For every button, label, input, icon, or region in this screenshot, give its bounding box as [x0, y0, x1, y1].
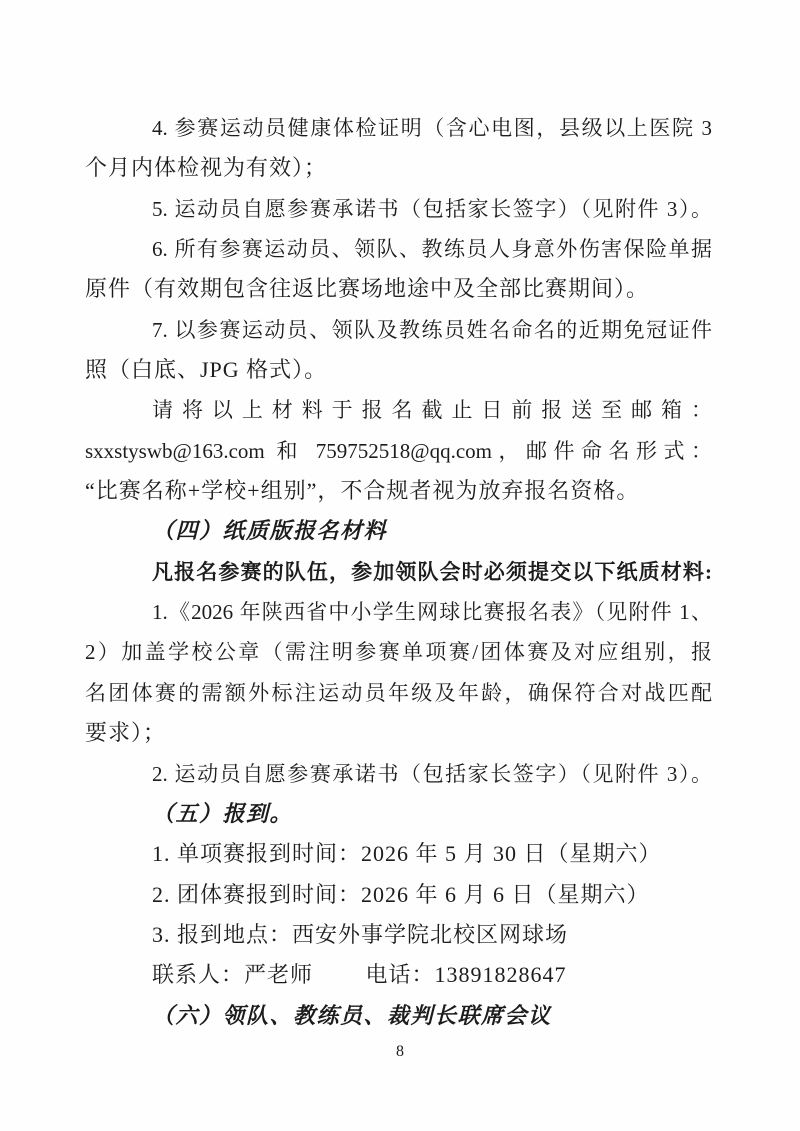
- item-6-line-1: 6. 所有参赛运动员、领队、教练员人身意外伤害保险单据: [152, 237, 712, 262]
- page-number: 8: [396, 1043, 404, 1060]
- paper-item-1-line-2: 2）加盖学校公章（需注明参赛单项赛/团体赛及对应组别，报: [85, 640, 712, 665]
- item-6-line-2: 原件（有效期包含往返比赛场地途中及全部比赛期间）。: [85, 276, 650, 302]
- paper-item-2-line: 2. 运动员自愿参赛承诺书（包括家长签字）（见附件 3）。: [152, 761, 712, 786]
- section-heading-6: （六）领队、教练员、裁判长联席会议: [152, 1002, 552, 1028]
- contact-line: 联系人：严老师 电话：13891828647: [152, 962, 567, 988]
- section-heading-4: （四）纸质版报名材料: [152, 518, 388, 544]
- email-para-line-2: sxxstyswb@163.com 和 759752518@qq.com，邮件命名形式：: [85, 438, 712, 463]
- checkin-time-2: 2. 团体赛报到时间：2026 年 6 月 6 日（星期六）: [152, 881, 650, 907]
- email-para-line-1: 请将以上材料于报名截止日前报送至邮箱：: [152, 398, 712, 423]
- item-7-line-1: 7. 以参赛运动员、领队及教练员姓名命名的近期免冠证件: [152, 317, 712, 342]
- email-para-line-3: “比赛名称+学校+组别”，不合规者视为放弃报名资格。: [85, 478, 640, 504]
- bold-notice-line: 凡报名参赛的队伍，参加领队会时必须提交以下纸质材料:: [152, 559, 712, 584]
- checkin-location: 3. 报到地点：西安外事学院北校区网球场: [152, 921, 569, 947]
- document-content: [85, 108, 712, 1036]
- item-7-line-2: 照（白底、JPG 格式）。: [85, 357, 328, 383]
- paper-item-1-line-3: 名团体赛的需额外标注运动员年级及年龄，确保符合对战匹配: [85, 680, 712, 705]
- paper-item-1-line-4: 要求）；: [85, 720, 167, 746]
- section-heading-5: （五）报到。: [152, 800, 294, 826]
- paper-item-1-line-1: 1.《2026 年陕西省中小学生网球比赛报名表》（见附件 1、: [152, 600, 712, 625]
- item-4-line-1: 4. 参赛运动员健康体检证明（含心电图，县级以上医院 3: [152, 116, 712, 140]
- item-4-line-2: 个月内体检视为有效）；: [85, 155, 328, 181]
- checkin-time-1: 1. 单项赛报到时间：2026 年 5 月 30 日（星期六）: [152, 841, 662, 867]
- item-5-line: 5. 运动员自愿参赛承诺书（包括家长签字）（见附件 3）。: [152, 196, 712, 221]
